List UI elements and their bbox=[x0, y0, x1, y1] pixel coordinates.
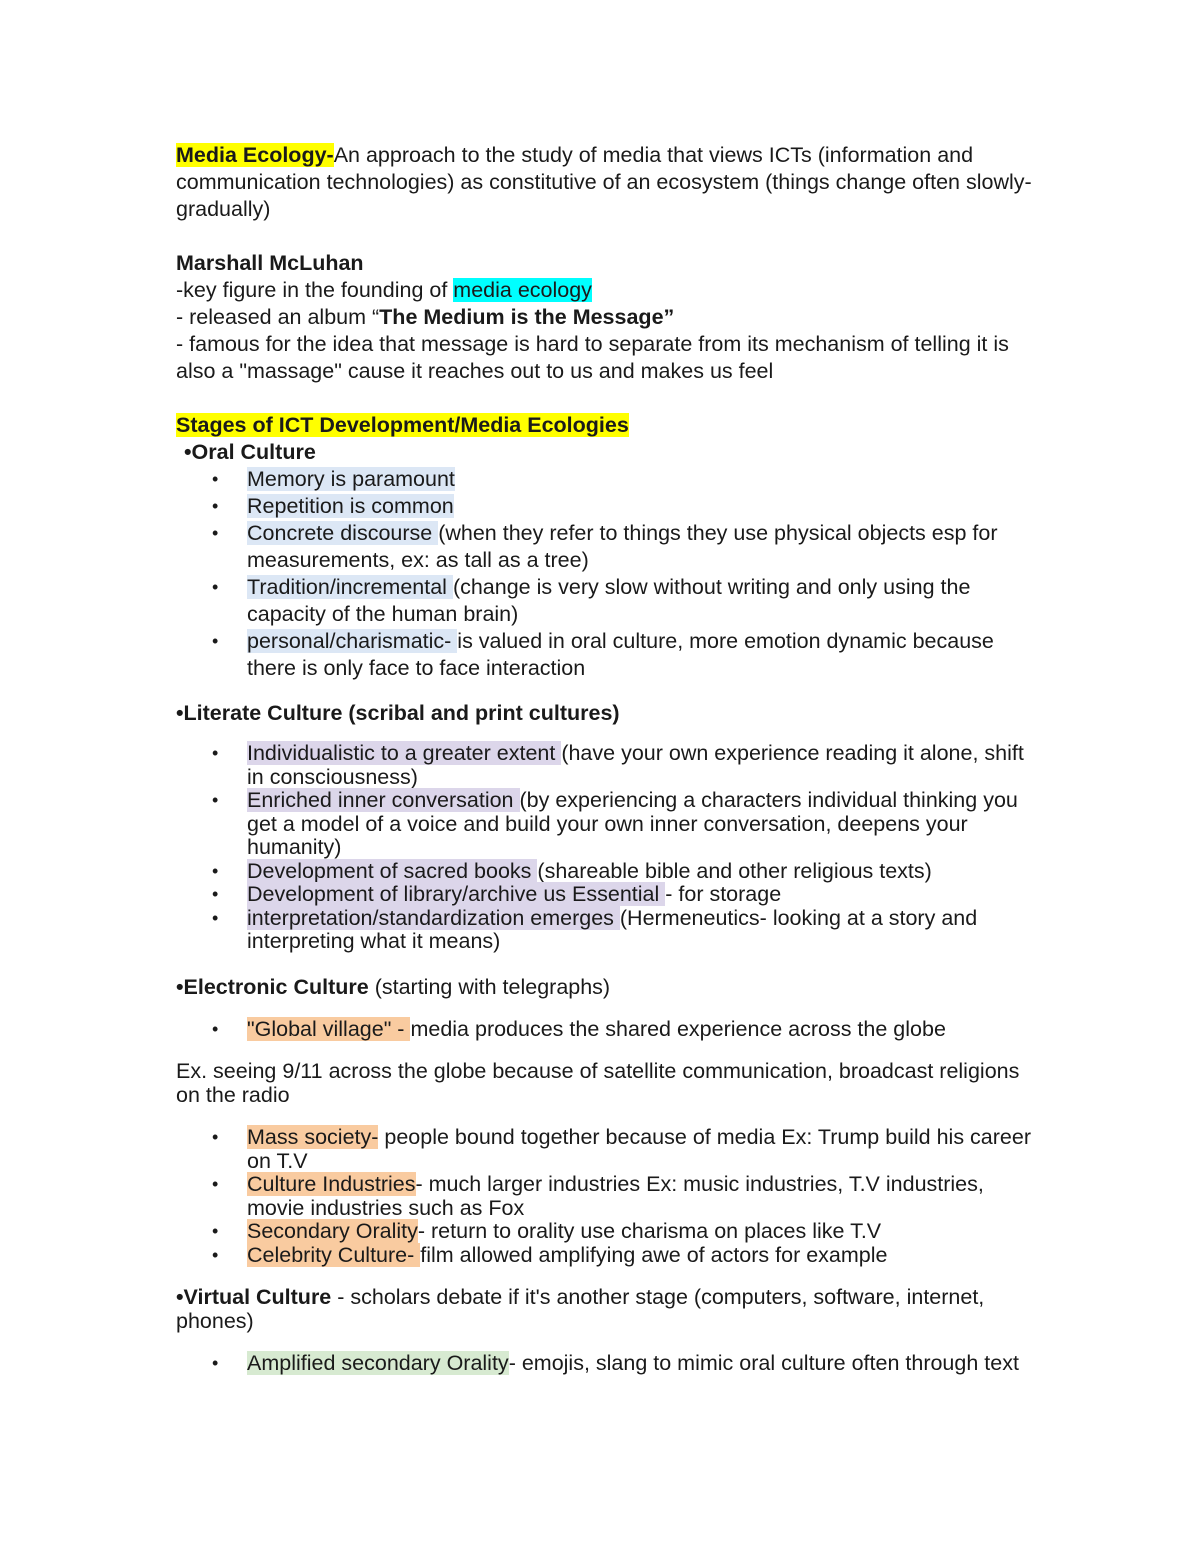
list-item: • Development of sacred books (shareable bible and other religious texts) bbox=[212, 858, 932, 883]
oral-culture-list bbox=[176, 466, 1046, 682]
list-item: • Secondary Orality- return to orality use charisma on places like T.V bbox=[212, 1219, 882, 1243]
list-item: • Mass society- people bound together because of media Ex: Trump build his career on T.V bbox=[212, 1125, 1031, 1173]
list-item: • Enriched inner conversation (by experiencing a characters individual thinking you get a model of a voice and build your own inner conversation, deepens your humanity) bbox=[212, 788, 1018, 859]
mcluhan-line-2: - released an album “The Medium is the Message” bbox=[176, 305, 675, 329]
literate-culture-list bbox=[176, 742, 1046, 954]
list-item: • personal/charismatic- is valued in oral culture, more emotion dynamic because there is only face to face interaction bbox=[212, 629, 994, 680]
oral-culture-heading: •Oral Culture bbox=[184, 440, 316, 464]
electronic-culture-list-1 bbox=[176, 1018, 1046, 1042]
electronic-culture-heading: •Electronic Culture (starting with telegraphs) bbox=[176, 974, 611, 999]
literate-culture-heading: •Literate Culture (scribal and print cultures) bbox=[176, 701, 620, 725]
electronic-culture-list-2 bbox=[176, 1126, 1046, 1267]
list-item: • Repetition is common bbox=[212, 494, 454, 518]
mcluhan-line-3: - famous for the idea that message is hard to separate from its mechanism of telling it is also a "massage" cause it reaches out to us and makes us feel bbox=[176, 332, 1009, 383]
media-ecology-definition bbox=[176, 142, 1046, 223]
stages-heading: Stages of ICT Development/Media Ecologies bbox=[176, 413, 629, 437]
list-item: • "Global village" - media produces the shared experience across the globe bbox=[212, 1016, 946, 1041]
media-ecology-highlight: media ecology bbox=[453, 278, 592, 302]
list-item: • Individualistic to a greater extent (have your own experience reading it alone, shift in consciousness) bbox=[212, 741, 1024, 789]
virtual-culture-heading: •Virtual Culture - scholars debate if it's another stage (computers, software, internet, phones) bbox=[176, 1285, 985, 1333]
list-item: • Tradition/incremental (change is very slow without writing and only using the capacity of the human brain) bbox=[212, 575, 971, 626]
document-body bbox=[176, 142, 1046, 1376]
list-item: • Memory is paramount bbox=[212, 467, 455, 491]
mcluhan-line-1: -key figure in the founding of media ecology bbox=[176, 278, 592, 302]
media-ecology-term: Media Ecology- bbox=[176, 143, 334, 167]
virtual-culture-list bbox=[176, 1352, 1046, 1376]
definition-text: An approach to the study of media that views ICTs (information and communication technologies) as constitutive of an ecosystem (things change often slowly-gradually) bbox=[176, 143, 1032, 221]
electronic-example: Ex. seeing 9/11 across the globe because of satellite communication, broadcast religions on the radio bbox=[176, 1059, 1020, 1107]
list-item: • Concrete discourse (when they refer to things they use physical objects esp for measurements, ex: as tall as a tree) bbox=[212, 521, 998, 572]
album-title: The Medium is the Message” bbox=[379, 305, 675, 329]
list-item: • interpretation/standardization emerges (Hermeneutics- looking at a story and interpreting what it means) bbox=[212, 905, 978, 953]
mcluhan-heading: Marshall McLuhan bbox=[176, 251, 364, 275]
list-item: • Development of library/archive us Essential - for storage bbox=[212, 882, 782, 906]
list-item: • Culture Industries- much larger industries Ex: music industries, T.V industries, movie industries such as Fox bbox=[212, 1172, 984, 1220]
list-item: • Celebrity Culture- film allowed amplifying awe of actors for example bbox=[212, 1242, 888, 1267]
list-item: • Amplified secondary Orality- emojis, slang to mimic oral culture often through text bbox=[212, 1351, 1019, 1375]
